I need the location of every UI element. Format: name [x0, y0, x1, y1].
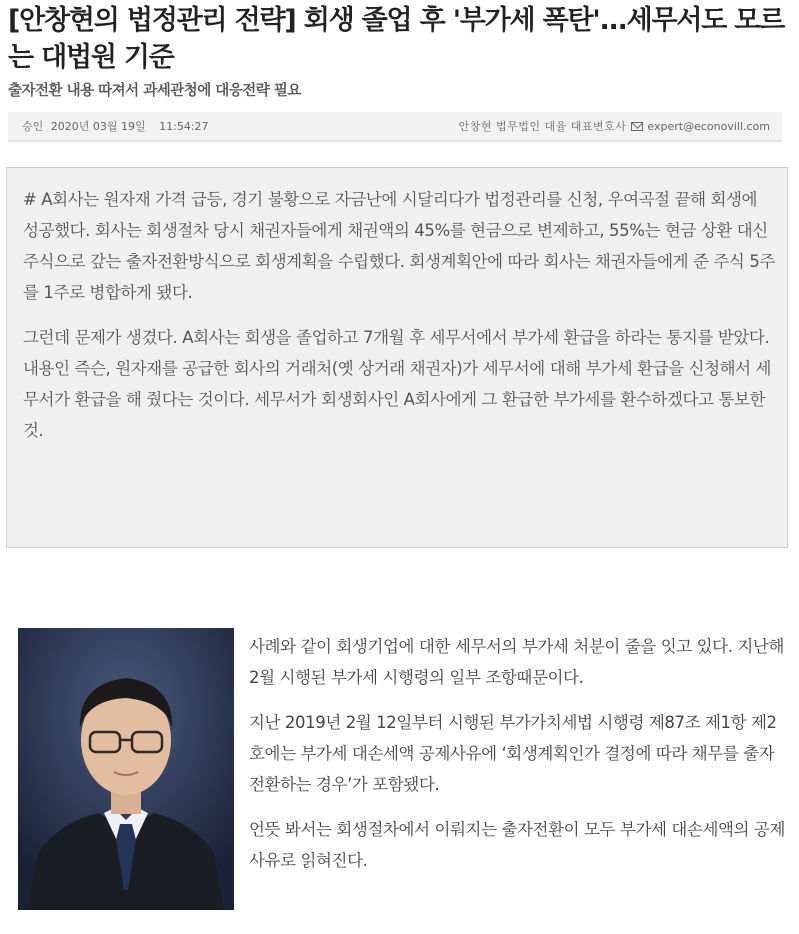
body-paragraph: 언뜻 봐서는 회생절차에서 이뤄지는 출자전환이 모두 부가세 대손세액의 공제사유로 읽혀진다. [249, 820, 786, 870]
publish-date: 2020년 03월 19일 [50, 120, 146, 133]
publish-info [22, 118, 213, 134]
article-subhead: 출자전환 내용 따져서 과세관청에 대응전략 필요 [8, 83, 301, 99]
author-email[interactable]: expert@econovill.com [647, 119, 770, 133]
article-meta-bar [8, 112, 782, 142]
summary-paragraph: 그런데 문제가 생겼다. A회사는 회생을 졸업하고 7개월 후 세무서에서 부가세 환급을 하라는 통지를 받았다. 내용인 즉슨, 원자재를 공급한 회사의 거래처(옛 상거래 채권자)가 세무서에 대해 부가세 환급을 신청해서 세무서가 환급을 해 줬다는 것이다. 세무서가 회생회사인 A회사에게 그 환급한 부가세를 환수하겠다고 통보한 것. [23, 328, 772, 440]
author-info [459, 118, 770, 134]
author-name: 안창현 법무법인 대율 대표변호사 [458, 120, 627, 133]
article-headline: [안창현의 법정관리 전략] 회생 졸업 후 '부가세 폭탄'...세무서도 모르는 대법원 기준 [8, 5, 785, 73]
publish-time: 11:54:27 [159, 120, 209, 133]
approved-label: 승인 [22, 120, 44, 133]
author-photo [18, 628, 234, 910]
summary-paragraph: # A회사는 원자재 가격 급등, 경기 불황으로 자금난에 시달리다가 법정관리를 신청, 우여곡절 끝해 회생에 성공했다. 회사는 회생절차 당시 채권자들에게 채권액의 45%를 현금으로 변제하고, 55%는 현금 상환 대신 주식으로 갚는 출자전환방식으로 회생계획을 수립했다. 회생계획안에 따라 회사는 채권자들에게 준 주식 5주를 1주로 병합하게 됐다. [23, 190, 775, 302]
body-paragraph: 지난 2019년 2월 12일부터 시행된 부가가치세법 시행령 제87조 제1항 제2호에는 부가세 대손세액 공제사유에 ‘회생계획인가 결정에 따라 채무를 출자전환하는 경우’가 포함됐다. [249, 713, 777, 794]
article-body [249, 631, 787, 876]
envelope-icon[interactable] [631, 122, 643, 131]
case-summary-box [6, 167, 788, 548]
body-paragraph: 사례와 같이 회생기업에 대한 세무서의 부가세 처분이 줄을 잇고 있다. 지난해 2월 시행된 부가세 시행령의 일부 조항때문이다. [249, 637, 785, 687]
